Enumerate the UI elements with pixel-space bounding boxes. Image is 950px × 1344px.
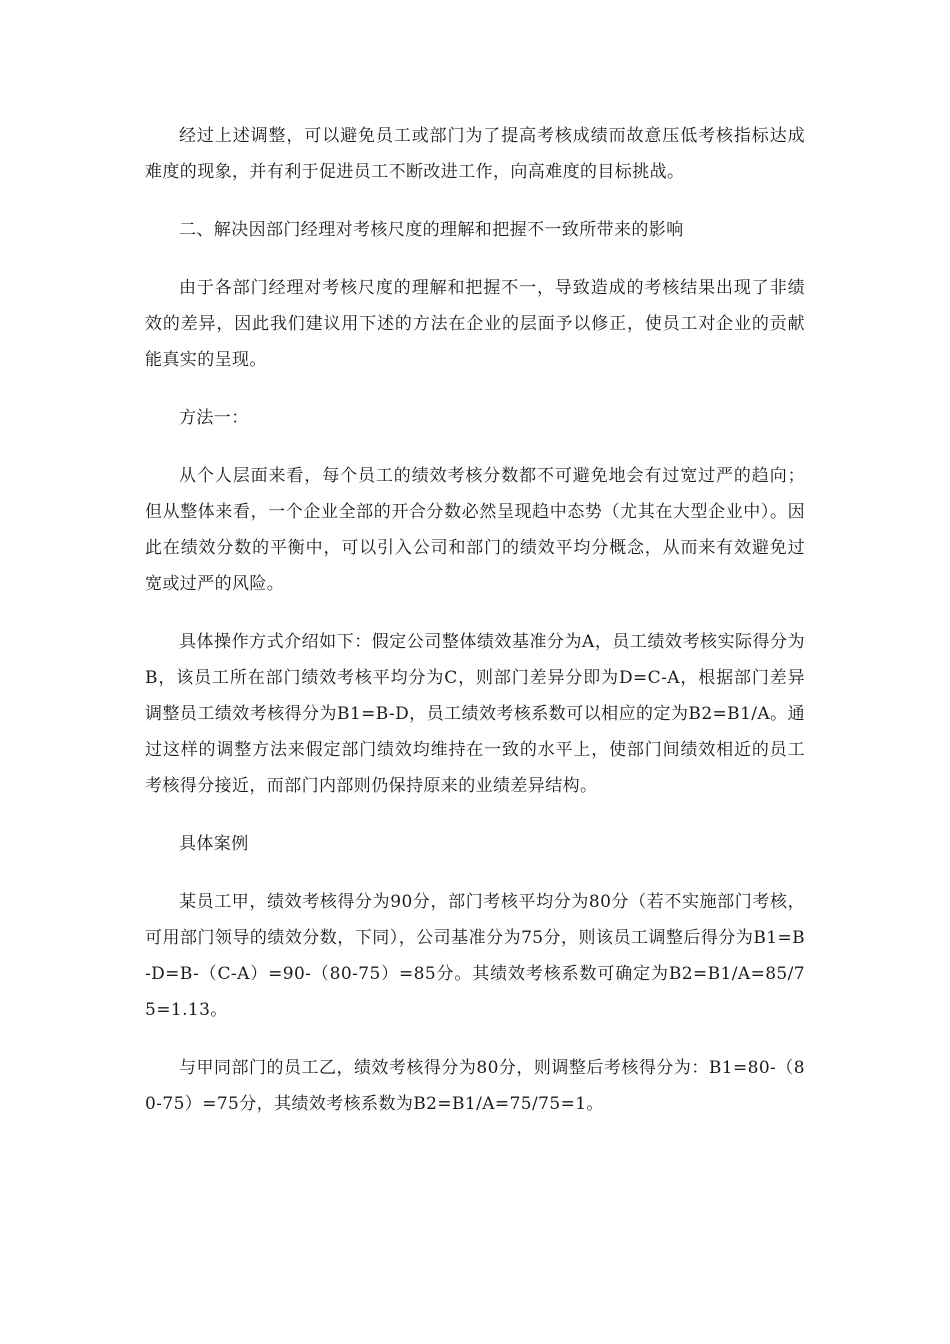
case-heading: 具体案例: [179, 834, 249, 854]
paragraph-manager-difference: 由于各部门经理对考核尺度的理解和把握不一，导致造成的考核结果出现了非绩效的差异，因此我们建议用下述的方法在企业的层面予以修正，使员工对企业的贡献能真实的呈现。: [145, 278, 805, 370]
paragraph-case-employee-b: 与甲同部门的员工乙，绩效考核得分为80分，则调整后考核得分为：B1=80-（80-75）=75分，其绩效考核系数为B2=B1/A=75/75=1。: [145, 1058, 805, 1114]
section-heading-two: 二、解决因部门经理对考核尺度的理解和把握不一致所带来的影响: [179, 220, 684, 240]
paragraph-individual-vs-overall: 从个人层面来看，每个员工的绩效考核分数都不可避免地会有过宽过严的趋向；但从整体来看，一个企业全部的开合分数必然呈现趋中态势（尤其在大型企业中）。因此在绩效分数的平衡中，可以引入公司和部门的绩效平均分概念，从而来有效避免过宽或过严的风险。: [145, 466, 805, 594]
paragraph-operation-method: 具体操作方式介绍如下：假定公司整体绩效基准分为A，员工绩效考核实际得分为B，该员工所在部门绩效考核平均分为C，则部门差异分即为D=C-A，根据部门差异调整员工绩效考核得分为B1=B-D，员工绩效考核系数可以相应的定为B2=B1/A。通过这样的调整方法来假定部门绩效均维持在一致的水平上，使部门间绩效相近的员工考核得分接近，而部门内部则仍保持原来的业绩差异结构。: [145, 632, 805, 796]
document-body: [145, 118, 805, 1144]
paragraph-case-employee-a: 某员工甲，绩效考核得分为90分，部门考核平均分为80分（若不实施部门考核，可用部门领导的绩效分数，下同），公司基准分为75分，则该员工调整后得分为B1=B-D=B-（C-A）=90-（80-75）=85分。其绩效考核系数可确定为B2=B1/A=85/75=1.13。: [145, 892, 805, 1020]
paragraph-adjustment-summary: 经过上述调整，可以避免员工或部门为了提高考核成绩而故意压低考核指标达成难度的现象，并有利于促进员工不断改进工作，向高难度的目标挑战。: [145, 126, 805, 182]
method-one-heading: 方法一：: [179, 408, 249, 428]
